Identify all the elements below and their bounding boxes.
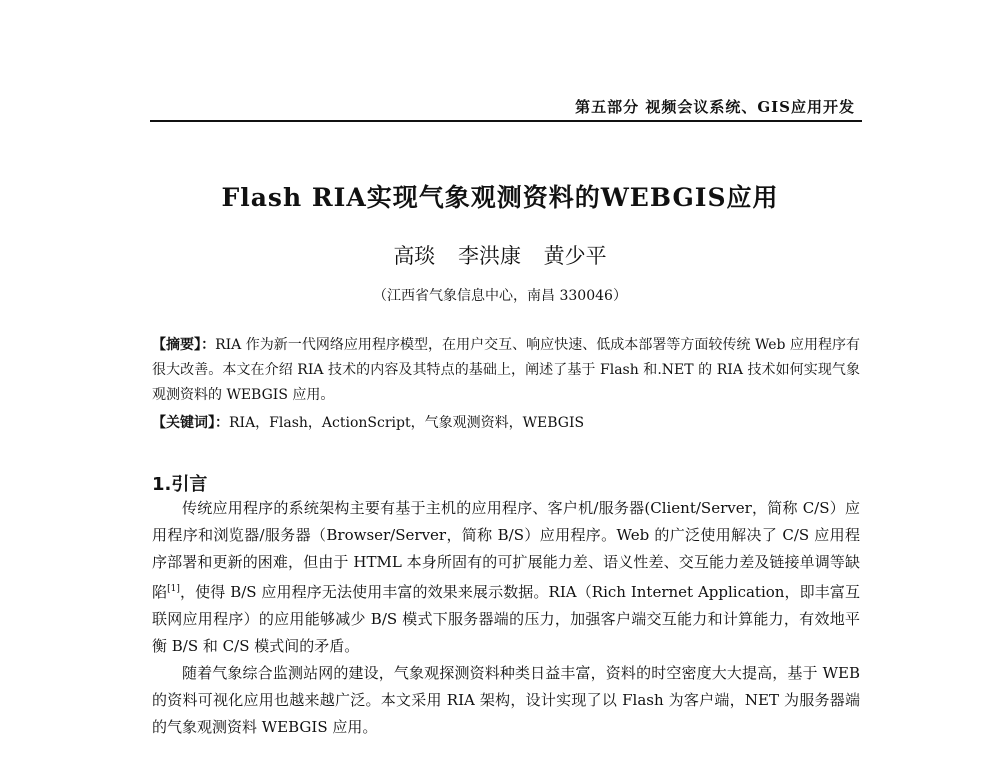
- abstract-text: RIA 作为新一代网络应用程序模型，在用户交互、响应快速、低成本部署等方面较传统 Web 应用程序有很大改善。本文在介绍 RIA 技术的内容及其特点的基础上，阐述了基于 Flash 和.NET 的 RIA 技术如何实现气象观测资料的 WEBGIS 应用。: [152, 337, 861, 403]
- keywords: [152, 412, 860, 432]
- abstract-label: 【摘要】：: [152, 337, 216, 353]
- paragraph-1: [152, 495, 860, 660]
- abstract: [152, 333, 860, 408]
- body-text: [152, 495, 860, 741]
- paper-affiliation: （江西省气象信息中心，南昌 330046）: [373, 288, 627, 304]
- paragraph-1-part-a: 传统应用程序的系统架构主要有基于主机的应用程序、客户机/服务器(Client/Server，简称 C/S）应用程序和浏览器/服务器（Browser/Server，简称 B/S）应用程序。Web 的广泛使用解决了 C/S 应用程序部署和更新的困难，但由于 HTML 本身所固有的可扩展能力差、语义性差、交互能力差及链接单调等缺陷: [152, 499, 860, 601]
- paragraph-1-part-b: ，使得 B/S 应用程序无法使用丰富的效果来展示数据。RIA（Rich Internet Application，即丰富互联网应用程序）的应用能够减少 B/S 模式下服务器端的压力，加强客户端交互能力和计算能力，有效地平衡 B/S 和 C/S 模式间的矛盾。: [152, 583, 860, 655]
- paragraph-2: 随着气象综合监测站网的建设，气象观探测资料种类日益丰富，资料的时空密度大大提高，基于 WEB 的资料可视化应用也越来越广泛。本文采用 RIA 架构，设计实现了以 Flash 为客户端，NET 为服务器端的气象观测资料 WEBGIS 应用。: [152, 664, 860, 736]
- paper-title: Flash RIA实现气象观测资料的WEBGIS应用: [221, 183, 779, 212]
- section-heading: 1.引言: [152, 474, 208, 495]
- keywords-label: 【关键词】：: [152, 415, 229, 431]
- paper-authors: 高琰 李洪康 黄少平: [393, 244, 607, 268]
- header-rule: [150, 120, 862, 122]
- running-header: 第五部分 视频会议系统、GIS应用开发: [575, 98, 855, 116]
- keywords-text: RIA，Flash，ActionScript，气象观测资料，WEBGIS: [229, 415, 585, 431]
- citation-ref: [1]: [167, 584, 180, 594]
